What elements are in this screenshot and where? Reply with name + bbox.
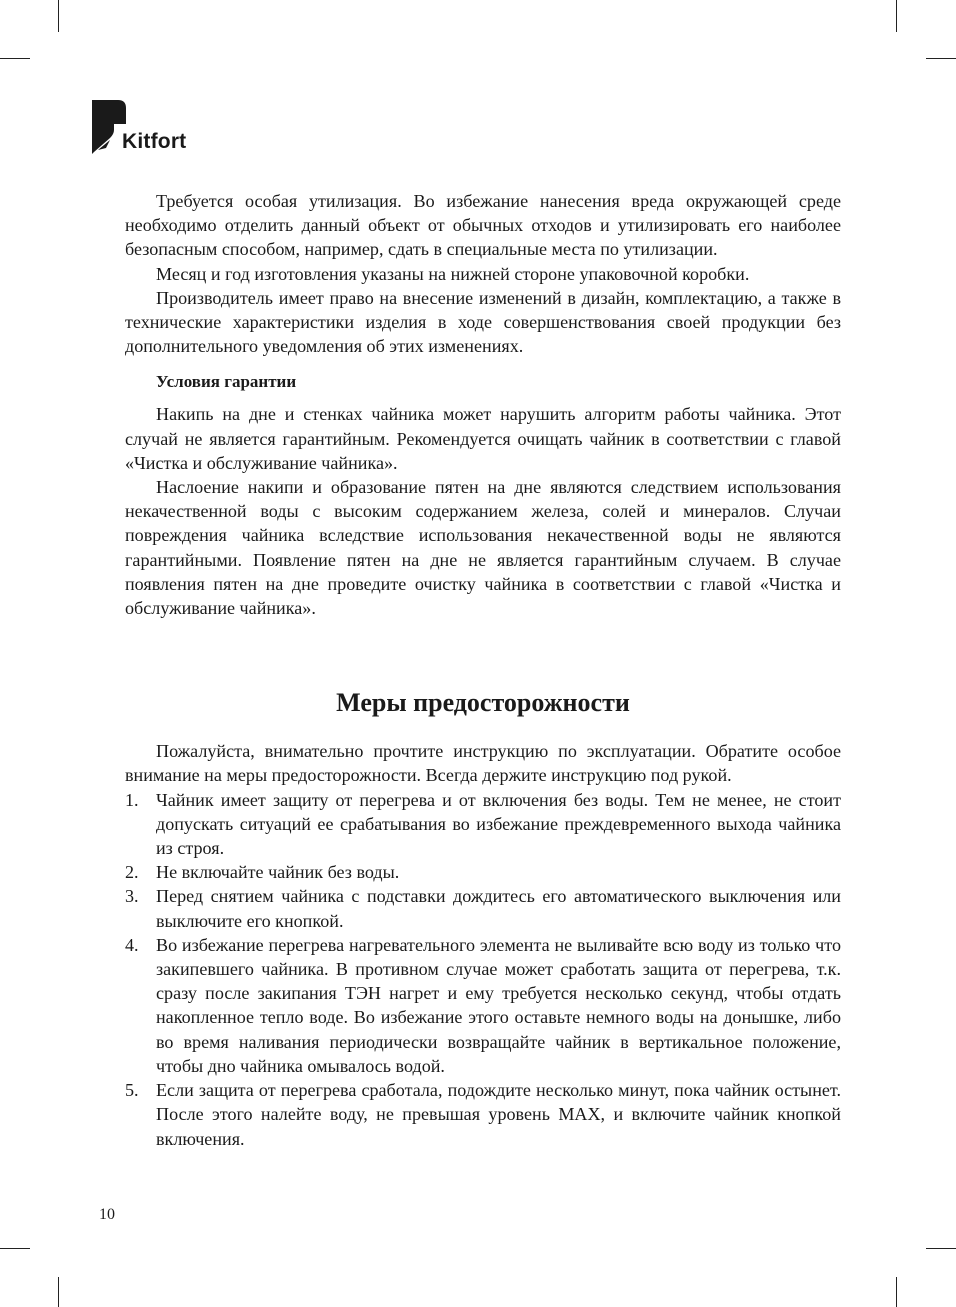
paragraph: Накипь на дне и стенках чайника может нарушить алгоритм работы чайника. Этот случай не является гарантийным. Рекомендуется очищать чайник в соответствии с главой «Чистка и обслуживание чайника». xyxy=(125,404,841,473)
list-item xyxy=(125,884,841,932)
section-title: Меры предосторожности xyxy=(336,688,630,718)
crop-mark xyxy=(58,0,59,32)
brand-name: Kitfort xyxy=(122,130,187,153)
paragraph: Производитель имеет право на внесение изменений в дизайн, комплектацию, а также в технические характеристики изделия в ходе совершенствования своей продукции без дополнительного уведомления об этих изменениях. xyxy=(125,287,841,357)
paragraph: Месяц и год изготовления указаны на нижней стороне упаковочной коробки. xyxy=(156,263,750,284)
crop-mark xyxy=(926,1248,956,1249)
list-number: 4. xyxy=(125,934,139,955)
crop-mark xyxy=(0,1248,30,1249)
list-number: 1. xyxy=(125,789,139,810)
list-text: Чайник имеет защиту от перегрева и от включения без воды. Тем не менее, не стоит допускать ситуаций ее срабатывания во избежание преждевременного выхода чайника из строя. xyxy=(156,789,841,859)
list-text: Не включайте чайник без воды. xyxy=(156,862,400,883)
crop-mark xyxy=(896,1277,897,1307)
paragraph: Наслоение накипи и образование пятен на дне являются следствием использования некачественной воды с высоким содержанием железа, солей и минералов. Случаи повреждения чайника вследствие использования некачественной воды не являются гарантийными. Появление пятен на дне не является гарантийным случаем. В случае появления пятен на дне проведите очистку чайника в соответствии с главой «Чистка и обслуживание чайника». xyxy=(125,477,841,619)
list-text: Перед снятием чайника с подставки дождитесь его автоматического выключения или выключите его кнопкой. xyxy=(156,886,841,931)
brand-logo xyxy=(92,100,222,160)
list-number: 3. xyxy=(125,886,139,907)
intro-paragraph: Пожалуйста, внимательно прочтите инструкцию по эксплуатации. Обратите особое внимание на меры предосторожности. Всегда держите инструкцию под рукой. xyxy=(125,741,841,786)
page-content xyxy=(125,189,841,1151)
list-item xyxy=(125,788,841,861)
crop-mark xyxy=(0,58,30,59)
precautions-list xyxy=(125,788,841,1151)
list-number: 2. xyxy=(125,862,139,883)
list-number: 5. xyxy=(125,1080,139,1101)
crop-mark xyxy=(926,58,956,59)
crop-mark xyxy=(896,0,897,32)
warranty-heading: Условия гарантии xyxy=(156,372,297,392)
page-number: 10 xyxy=(99,1206,115,1223)
list-item xyxy=(125,860,841,884)
list-item xyxy=(125,933,841,1078)
list-item xyxy=(125,1078,841,1151)
crop-mark xyxy=(58,1277,59,1307)
list-text: Во избежание перегрева нагревательного элемента не выливайте всю воду из только что закипевшего чайника. В противном случае может сработать защита от перегрева, т.к. сразу после закипания ТЭН нагрет и ему требуется несколько секунд, чтобы отдать накопленное тепло воде. Во избежание этого оставьте немного воды на донышке, либо во время наливания периодически возвращайте чайник в вертикальное положение, чтобы дно чайника омывалось водой. xyxy=(156,934,841,1076)
list-text: Если защита от перегрева сработала, подождите несколько минут, пока чайник остынет. После этого налейте воду, не превышая уровень МАХ, и включите чайник кнопкой включения. xyxy=(156,1080,841,1149)
paragraph: Требуется особая утилизация. Во избежание нанесения вреда окружающей среде необходимо отделить данный объект от обычных отходов и утилизировать его наиболее безопасным способом, например, сдать в специальные места по утилизации. xyxy=(125,191,841,260)
